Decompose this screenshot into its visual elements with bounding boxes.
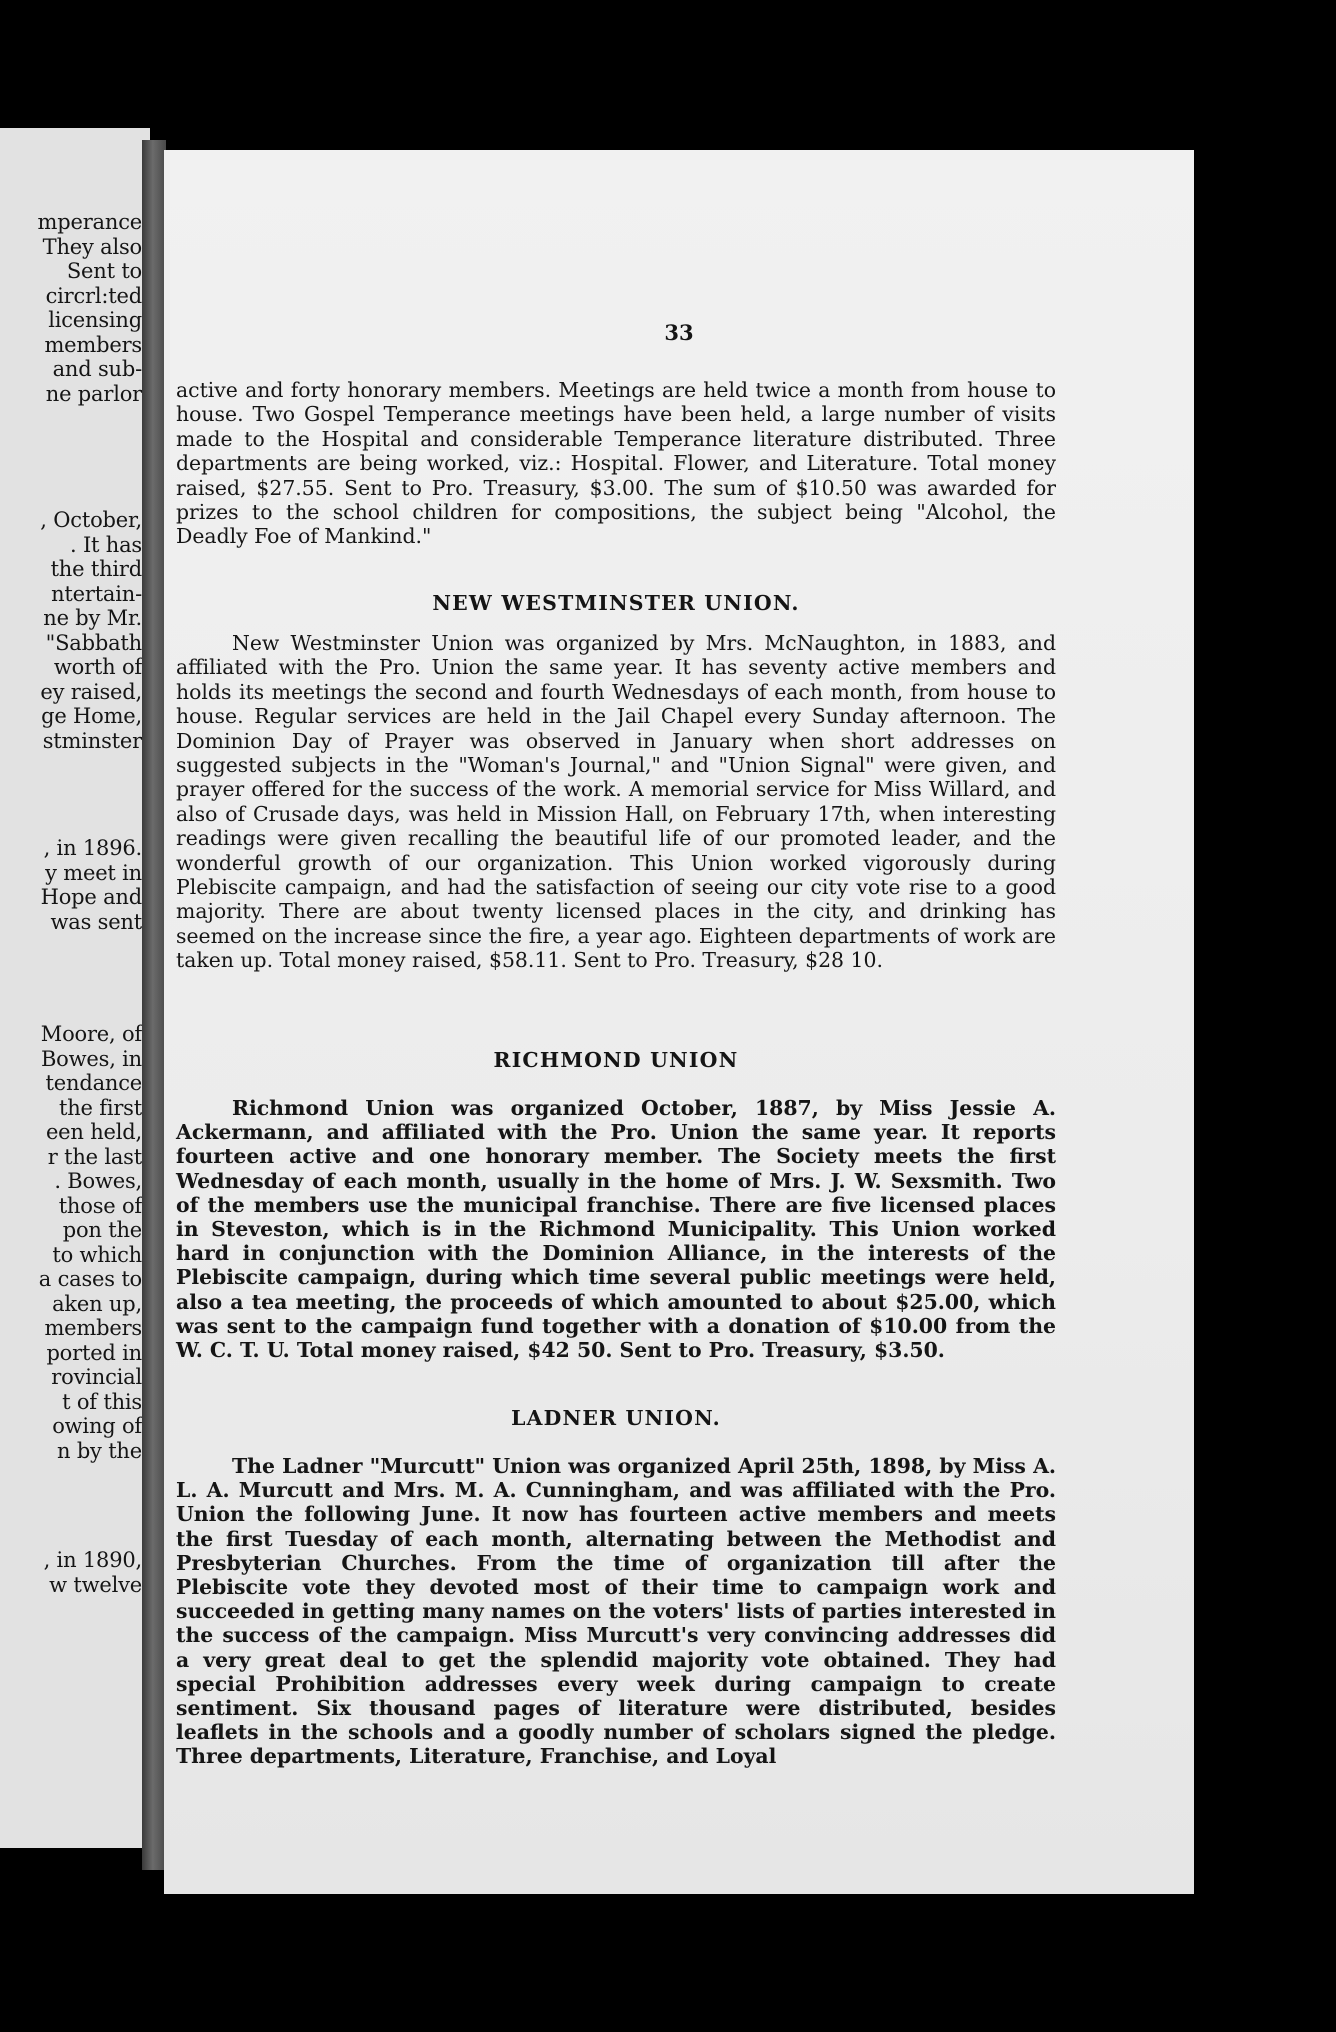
section-heading-ladner: LADNER UNION. (511, 1406, 721, 1430)
left-page-line: . Bowes, (54, 1169, 142, 1193)
left-page-line: , October, (40, 508, 142, 532)
left-page-line: the first (58, 1095, 142, 1120)
left-page-line: Hope and (40, 885, 142, 909)
section-body-richmond: Richmond Union was organized October, 1887, by Miss Jessie A. Ackermann, and affiliated with the Pro. Union the same year. It reports fourteen active and one honorary member. The Society meets the first Wednesday of each month, usually in the home of Mrs. J. W. Sexsmith. Two of the members use the municipal franchise. There are five licensed places in Steveston, which is in the Richmond Municipality. This Union worked hard in conjunction with the Dominion Alliance, in the interests of the Plebiscite campaign, during which time several public meetings were held, also a tea meeting, the proceeds of which amounted to about $25.00, which was sent to the campaign fund together with a donation of $10.00 from the W. C. T. U. Total money raised, $42 50. Sent to Pro. Treasury, $3.50. (176, 1096, 1056, 1363)
left-page-line: members (44, 1316, 142, 1340)
section-heading-new-westminster: NEW WESTMINSTER UNION. (432, 591, 800, 615)
left-page-line: ey raised, (40, 679, 142, 704)
book-gutter (142, 140, 166, 1870)
left-page-line: r the last (47, 1144, 142, 1169)
section-body-ladner: The Ladner "Murcutt" Union was organized April 25th, 1898, by Miss A. L. A. Murcutt and Mrs. M. A. Cunningham, and was affiliated with the Pro. Union the following June. It now has fourteen active members and meets the first Tuesday of each month, alternating between the Methodist and Presbyterian Churches. From the time of organization till after the Plebiscite vote they devoted most of their time to campaign work and succeeded in getting many names on the voters' lists of parties interested in the success of the campaign. Miss Murcutt's very convincing addresses did a very great deal to get the splendid majority vote obtained. They had special Prohibition addresses every week during campaign to create sentiment. Six thousand pages of literature were distributed, besides leaflets in the schools and a goodly number of scholars signed the pledge. Three departments, Literature, Franchise, and Loyal (176, 1454, 1056, 1769)
left-page-line: members (44, 332, 142, 357)
left-page-line: , in 1890, (43, 1548, 142, 1572)
left-facing-page (0, 128, 150, 1848)
left-page-line: ntertain- (51, 581, 142, 606)
left-page-line: and sub- (52, 357, 142, 381)
left-page-line: Moore, of (40, 1022, 142, 1046)
left-page-line: Bowes, in (40, 1046, 142, 1071)
left-page-line: tendance (45, 1071, 142, 1095)
left-page-line: een held, (45, 1120, 142, 1144)
left-page-line: ported in (46, 1340, 142, 1365)
left-page-line: n by the (57, 1438, 142, 1463)
right-page (164, 150, 1194, 1894)
left-page-line: Sent to (66, 259, 142, 283)
left-page-line: w twelve (49, 1572, 142, 1597)
page-number: 33 (664, 320, 694, 345)
section-body-ladner-block (176, 1454, 1056, 1769)
left-page-line: ne by Mr. (43, 606, 142, 630)
left-page-line: worth of (53, 655, 142, 679)
section-body-new-westminster-block (176, 631, 1056, 973)
left-page-line: ge Home, (41, 704, 142, 728)
left-page-line: to which (52, 1242, 142, 1267)
left-page-line: the third (50, 557, 142, 581)
left-page-line: circrl:ted (45, 283, 142, 308)
left-page-line: stminster (42, 728, 142, 753)
left-page-line: licensing (48, 308, 142, 332)
left-page-line: pon the (62, 1218, 142, 1242)
left-page-line: , in 1896. (43, 836, 142, 860)
left-page-line: was sent (50, 909, 142, 934)
left-page-line: rovincial (51, 1365, 142, 1389)
left-page-line: t of this (62, 1389, 142, 1414)
section-heading-richmond: RICHMOND UNION (493, 1048, 739, 1072)
intro-paragraph: active and forty honorary members. Meetings are held twice a month from house to house. Two Gospel Temperance meetings have been held, a large number of visits made to the Hospital and considerable Temperance literature distributed. Three departments are being worked, viz.: Hospital. Flower, and Literature. Total money raised, $27.55. Sent to Pro. Treasury, $3.00. The sum of $10.50 was awarded for prizes to the school children for compositions, the subject being "Alcohol, the Deadly Foe of Mankind." (176, 378, 1056, 549)
left-page-line: a cases to (38, 1267, 142, 1291)
left-page-line: mperance (37, 210, 142, 234)
left-page-line: y meet in (45, 860, 142, 885)
left-page-line: They also (42, 234, 142, 259)
left-page-line: . It has (70, 532, 142, 557)
left-page-line: those of (58, 1193, 142, 1218)
left-page-line: ne parlor (45, 381, 142, 406)
left-page-line: owing of (52, 1414, 142, 1438)
section-body-richmond-block (176, 1096, 1056, 1362)
section-body-new-westminster: New Westminster Union was organized by Mrs. McNaughton, in 1883, and affiliated with the Pro. Union the same year. It has seventy active members and holds its meetings the second and fourth Wednesdays of each month, from house to house. Regular services are held in the Jail Chapel every Sunday afternoon. The Dominion Day of Prayer was observed in January when short addresses on suggested subjects in the "Woman's Journal," and "Union Signal" were given, and prayer offered for the success of the work. A memorial service for Miss Willard, and also of Crusade days, was held in Mission Hall, on February 17th, when interesting readings were given recalling the beautiful life of our promoted leader, and the wonderful growth of our organization. This Union worked vigorously during Plebiscite campaign, and had the satisfaction of seeing our city vote rise to a good majority. There are about twenty licensed places in the city, and drinking has seemed on the increase since the fire, a year ago. Eighteen departments of work are taken up. Total money raised, $58.11. Sent to Pro. Treasury, $28 10. (176, 631, 1056, 973)
intro-paragraph-block (176, 378, 1056, 549)
left-page-line: "Sabbath (45, 630, 142, 655)
left-page-line: aken up, (52, 1291, 142, 1316)
